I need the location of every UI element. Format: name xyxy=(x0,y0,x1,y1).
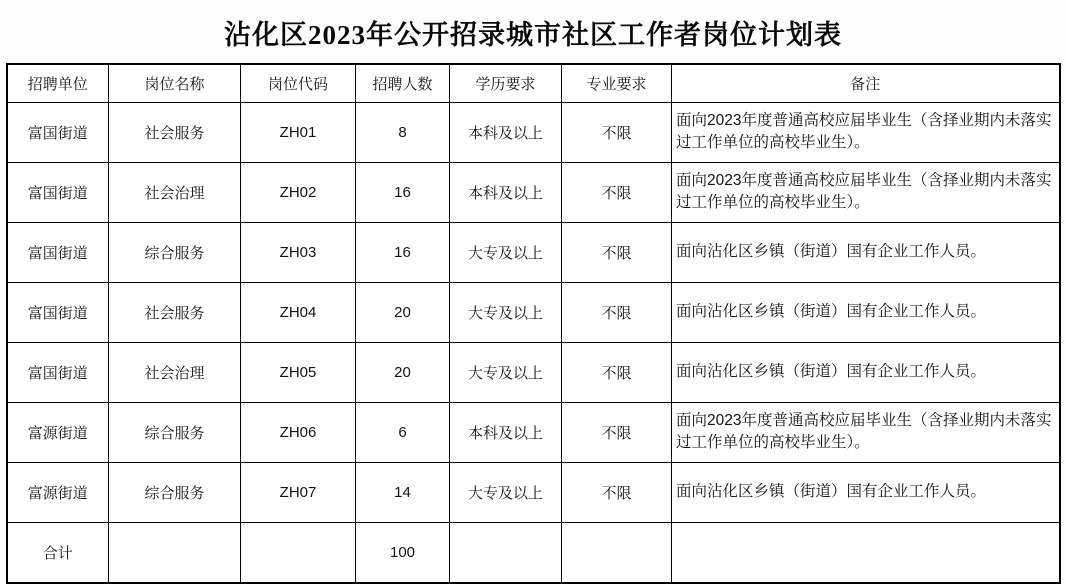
cell-education: 大专及以上 xyxy=(450,282,562,342)
cell-major: 不限 xyxy=(562,462,672,522)
recruitment-plan-table xyxy=(6,63,1061,584)
cell-code: ZH07 xyxy=(241,462,356,522)
header-position-name: 岗位名称 xyxy=(109,64,241,102)
cell-code: ZH02 xyxy=(241,162,356,222)
cell-unit: 富国街道 xyxy=(7,282,109,342)
cell-position: 综合服务 xyxy=(109,462,241,522)
cell-code: ZH06 xyxy=(241,402,356,462)
header-recruit-count: 招聘人数 xyxy=(356,64,450,102)
cell-code: ZH01 xyxy=(241,102,356,162)
cell-unit: 富国街道 xyxy=(7,102,109,162)
total-empty-major xyxy=(562,522,672,583)
total-label: 合计 xyxy=(7,522,109,583)
cell-major: 不限 xyxy=(562,342,672,402)
cell-position: 综合服务 xyxy=(109,402,241,462)
cell-count: 16 xyxy=(356,162,450,222)
cell-position: 综合服务 xyxy=(109,222,241,282)
total-count: 100 xyxy=(356,522,450,583)
cell-count: 20 xyxy=(356,282,450,342)
cell-major: 不限 xyxy=(562,222,672,282)
cell-remark: 面向沾化区乡镇（街道）国有企业工作人员。 xyxy=(672,462,1060,522)
header-remarks: 备注 xyxy=(672,64,1060,102)
total-empty-position xyxy=(109,522,241,583)
table-header-row xyxy=(7,64,1060,102)
cell-unit: 富国街道 xyxy=(7,162,109,222)
cell-education: 本科及以上 xyxy=(450,102,562,162)
table-row xyxy=(7,102,1060,162)
total-empty-code xyxy=(241,522,356,583)
cell-major: 不限 xyxy=(562,162,672,222)
cell-major: 不限 xyxy=(562,102,672,162)
cell-remark: 面向2023年度普通高校应届毕业生（含择业期内未落实过工作单位的高校毕业生）。 xyxy=(672,162,1060,222)
cell-count: 6 xyxy=(356,402,450,462)
table-row xyxy=(7,462,1060,522)
cell-unit: 富源街道 xyxy=(7,462,109,522)
cell-unit: 富国街道 xyxy=(7,222,109,282)
table-row xyxy=(7,402,1060,462)
page-title: 沾化区2023年公开招录城市社区工作者岗位计划表 xyxy=(224,20,842,50)
total-row xyxy=(7,522,1060,583)
header-major-requirement: 专业要求 xyxy=(562,64,672,102)
table-row xyxy=(7,282,1060,342)
cell-count: 16 xyxy=(356,222,450,282)
cell-remark: 面向2023年度普通高校应届毕业生（含择业期内未落实过工作单位的高校毕业生）。 xyxy=(672,102,1060,162)
cell-major: 不限 xyxy=(562,282,672,342)
cell-code: ZH04 xyxy=(241,282,356,342)
cell-unit: 富国街道 xyxy=(7,342,109,402)
cell-education: 大专及以上 xyxy=(450,342,562,402)
header-education-requirement: 学历要求 xyxy=(450,64,562,102)
cell-count: 14 xyxy=(356,462,450,522)
total-empty-remark xyxy=(672,522,1060,583)
header-recruiting-unit: 招聘单位 xyxy=(7,64,109,102)
cell-position: 社会治理 xyxy=(109,162,241,222)
cell-education: 大专及以上 xyxy=(450,222,562,282)
table-row xyxy=(7,162,1060,222)
cell-position: 社会服务 xyxy=(109,102,241,162)
cell-code: ZH03 xyxy=(241,222,356,282)
cell-code: ZH05 xyxy=(241,342,356,402)
table-row xyxy=(7,222,1060,282)
cell-count: 20 xyxy=(356,342,450,402)
cell-position: 社会治理 xyxy=(109,342,241,402)
cell-count: 8 xyxy=(356,102,450,162)
total-empty-education xyxy=(450,522,562,583)
cell-education: 大专及以上 xyxy=(450,462,562,522)
cell-education: 本科及以上 xyxy=(450,402,562,462)
cell-education: 本科及以上 xyxy=(450,162,562,222)
cell-remark: 面向2023年度普通高校应届毕业生（含择业期内未落实过工作单位的高校毕业生）。 xyxy=(672,402,1060,462)
cell-major: 不限 xyxy=(562,402,672,462)
table-row xyxy=(7,342,1060,402)
cell-remark: 面向沾化区乡镇（街道）国有企业工作人员。 xyxy=(672,342,1060,402)
cell-unit: 富源街道 xyxy=(7,402,109,462)
header-position-code: 岗位代码 xyxy=(241,64,356,102)
cell-position: 社会服务 xyxy=(109,282,241,342)
cell-remark: 面向沾化区乡镇（街道）国有企业工作人员。 xyxy=(672,222,1060,282)
cell-remark: 面向沾化区乡镇（街道）国有企业工作人员。 xyxy=(672,282,1060,342)
